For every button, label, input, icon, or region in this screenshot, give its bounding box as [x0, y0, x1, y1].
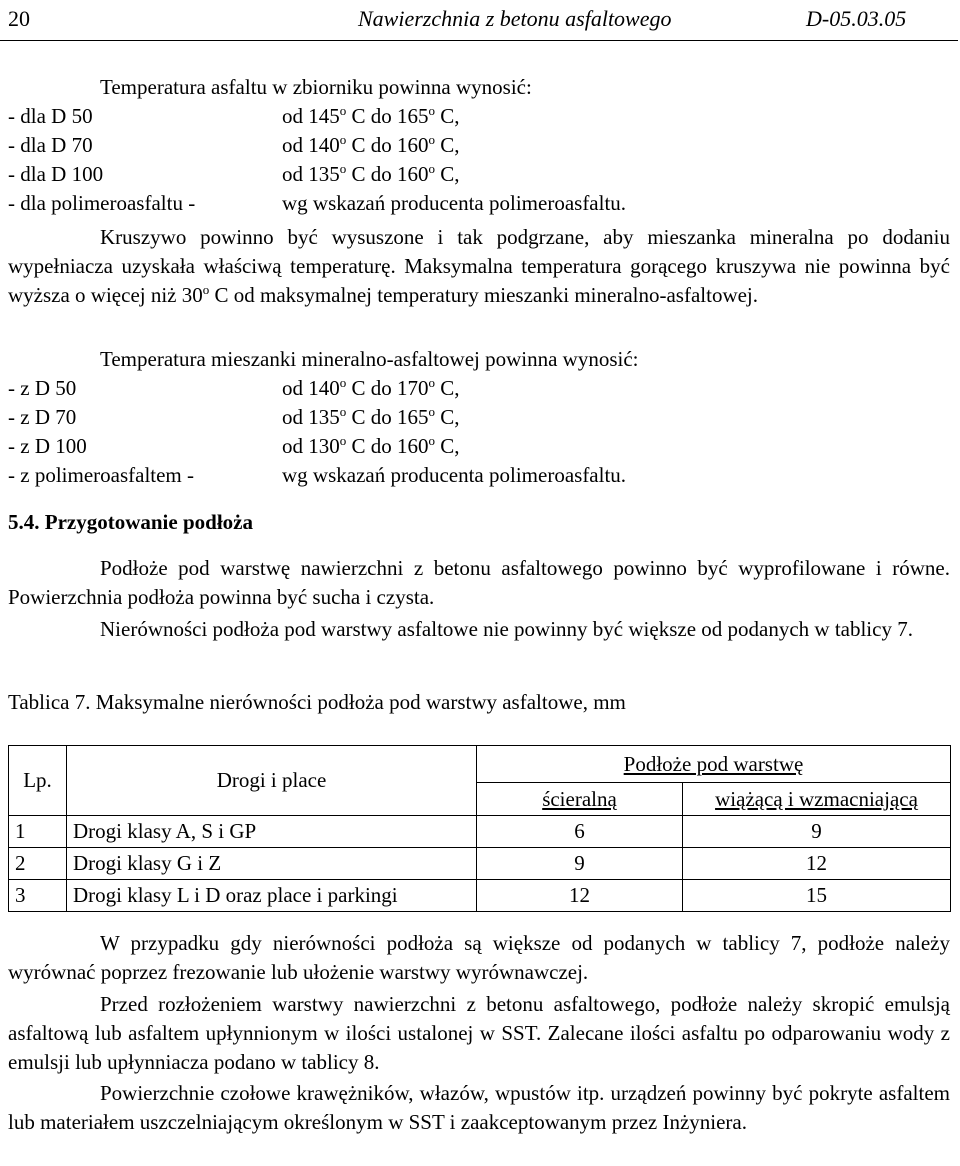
table-row: 1 Drogi klasy A, S i GP 6 9: [9, 816, 951, 848]
table-row: 3 Drogi klasy L i D oraz place i parkingi 12 15: [9, 880, 951, 912]
asphalt-temperature-block: [8, 73, 950, 218]
unevenness-table: [8, 745, 951, 912]
section-paragraph-2: Nierówności podłoża pod warstwy asfaltowe nie powinny być większe od podanych w tablicy 7.: [100, 617, 913, 641]
table-header-row: [9, 746, 951, 783]
table-caption: Tablica 7. Maksymalne nierówności podłoża pod warstwy asfaltowe, mm: [8, 690, 626, 714]
mix-temperature-block: [8, 345, 950, 490]
after-paragraph-3: Powierzchnie czołowe krawężników, włazów, wpustów itp. urządzeń powinny być pokryte asfaltem lub materiałem uszczelniającym określonym w SST i zaakceptowanym przez Inżyniera.: [8, 1081, 950, 1134]
temp-row-polymer: - dla polimeroasfaltu - wg wskazań producenta polimeroasfaltu.: [8, 191, 627, 215]
temp-row: - dla D 50 od 145$^o$ C do 165$^o$ C,: [8, 103, 460, 128]
col-header-binder: wiążącą i wzmacniającą: [683, 783, 951, 816]
temp-row: - z D 50 od 140$^o$ C do 170$^o$ C,: [8, 375, 460, 400]
temp-row: - dla D 100 od 135$^o$ C do 160$^o$ C,: [8, 161, 460, 186]
col-header-wearing: ścieralną: [477, 783, 683, 816]
page-number: 20: [8, 6, 30, 31]
col-header-lp: Lp.: [9, 746, 67, 816]
temp-row: - z D 100 od 130$^o$ C do 160$^o$ C,: [8, 433, 460, 458]
after-paragraph-2: Przed rozłożeniem warstwy nawierzchni z betonu asfaltowego, podłoże należy skropić emulsją asfaltową lub asfaltem upłynnionym w ilości ustalonej w SST. Zalecane ilości asfaltu po odparowaniu wody z emulsji lub upłynniacza podano w tablicy 8.: [8, 992, 950, 1074]
temp-row-polymer: - z polimeroasfaltem - wg wskazań producenta polimeroasfaltu.: [8, 463, 627, 487]
col-header-roads: Drogi i place: [67, 746, 477, 816]
table-row: 2 Drogi klasy G i Z 9 12: [9, 848, 951, 880]
aggregate-paragraph: Kruszywo powinno być wysuszone i tak podgrzane, aby mieszanka mineralna po dodaniu wypełniacza uzyskała właściwą temperaturę. Maksymalna temperatura gorącego kruszywa nie powinna być wyższa o więcej niż 30$^o$ C od maksymalnej temperatury mieszanki mineralno-asfaltowej.: [8, 225, 950, 307]
asphalt-temp-intro: Temperatura asfaltu w zbiorniku powinna wynosić:: [100, 75, 532, 99]
section-heading: 5.4. Przygotowanie podłoża: [8, 510, 253, 534]
spec-code: D-05.03.05: [806, 6, 907, 31]
mix-temp-intro: Temperatura mieszanki mineralno-asfaltowej powinna wynosić:: [100, 347, 639, 371]
col-header-base: Podłoże pod warstwę: [477, 746, 951, 783]
page-header: [0, 0, 958, 41]
temp-row: - z D 70 od 135$^o$ C do 165$^o$ C,: [8, 404, 460, 429]
after-paragraph-1: W przypadku gdy nierówności podłoża są większe od podanych w tablicy 7, podłoże należy wyrównać poprzez frezowanie lub ułożenie warstwy wyrównawczej.: [8, 931, 950, 984]
temp-row: - dla D 70 od 140$^o$ C do 160$^o$ C,: [8, 132, 460, 157]
section-paragraph-1: Podłoże pod warstwę nawierzchni z betonu asfaltowego powinno być wyprofilowane i równe. Powierzchnia podłoża powinna być sucha i czysta.: [8, 556, 950, 609]
header-title: Nawierzchnia z betonu asfaltowego: [358, 6, 672, 31]
